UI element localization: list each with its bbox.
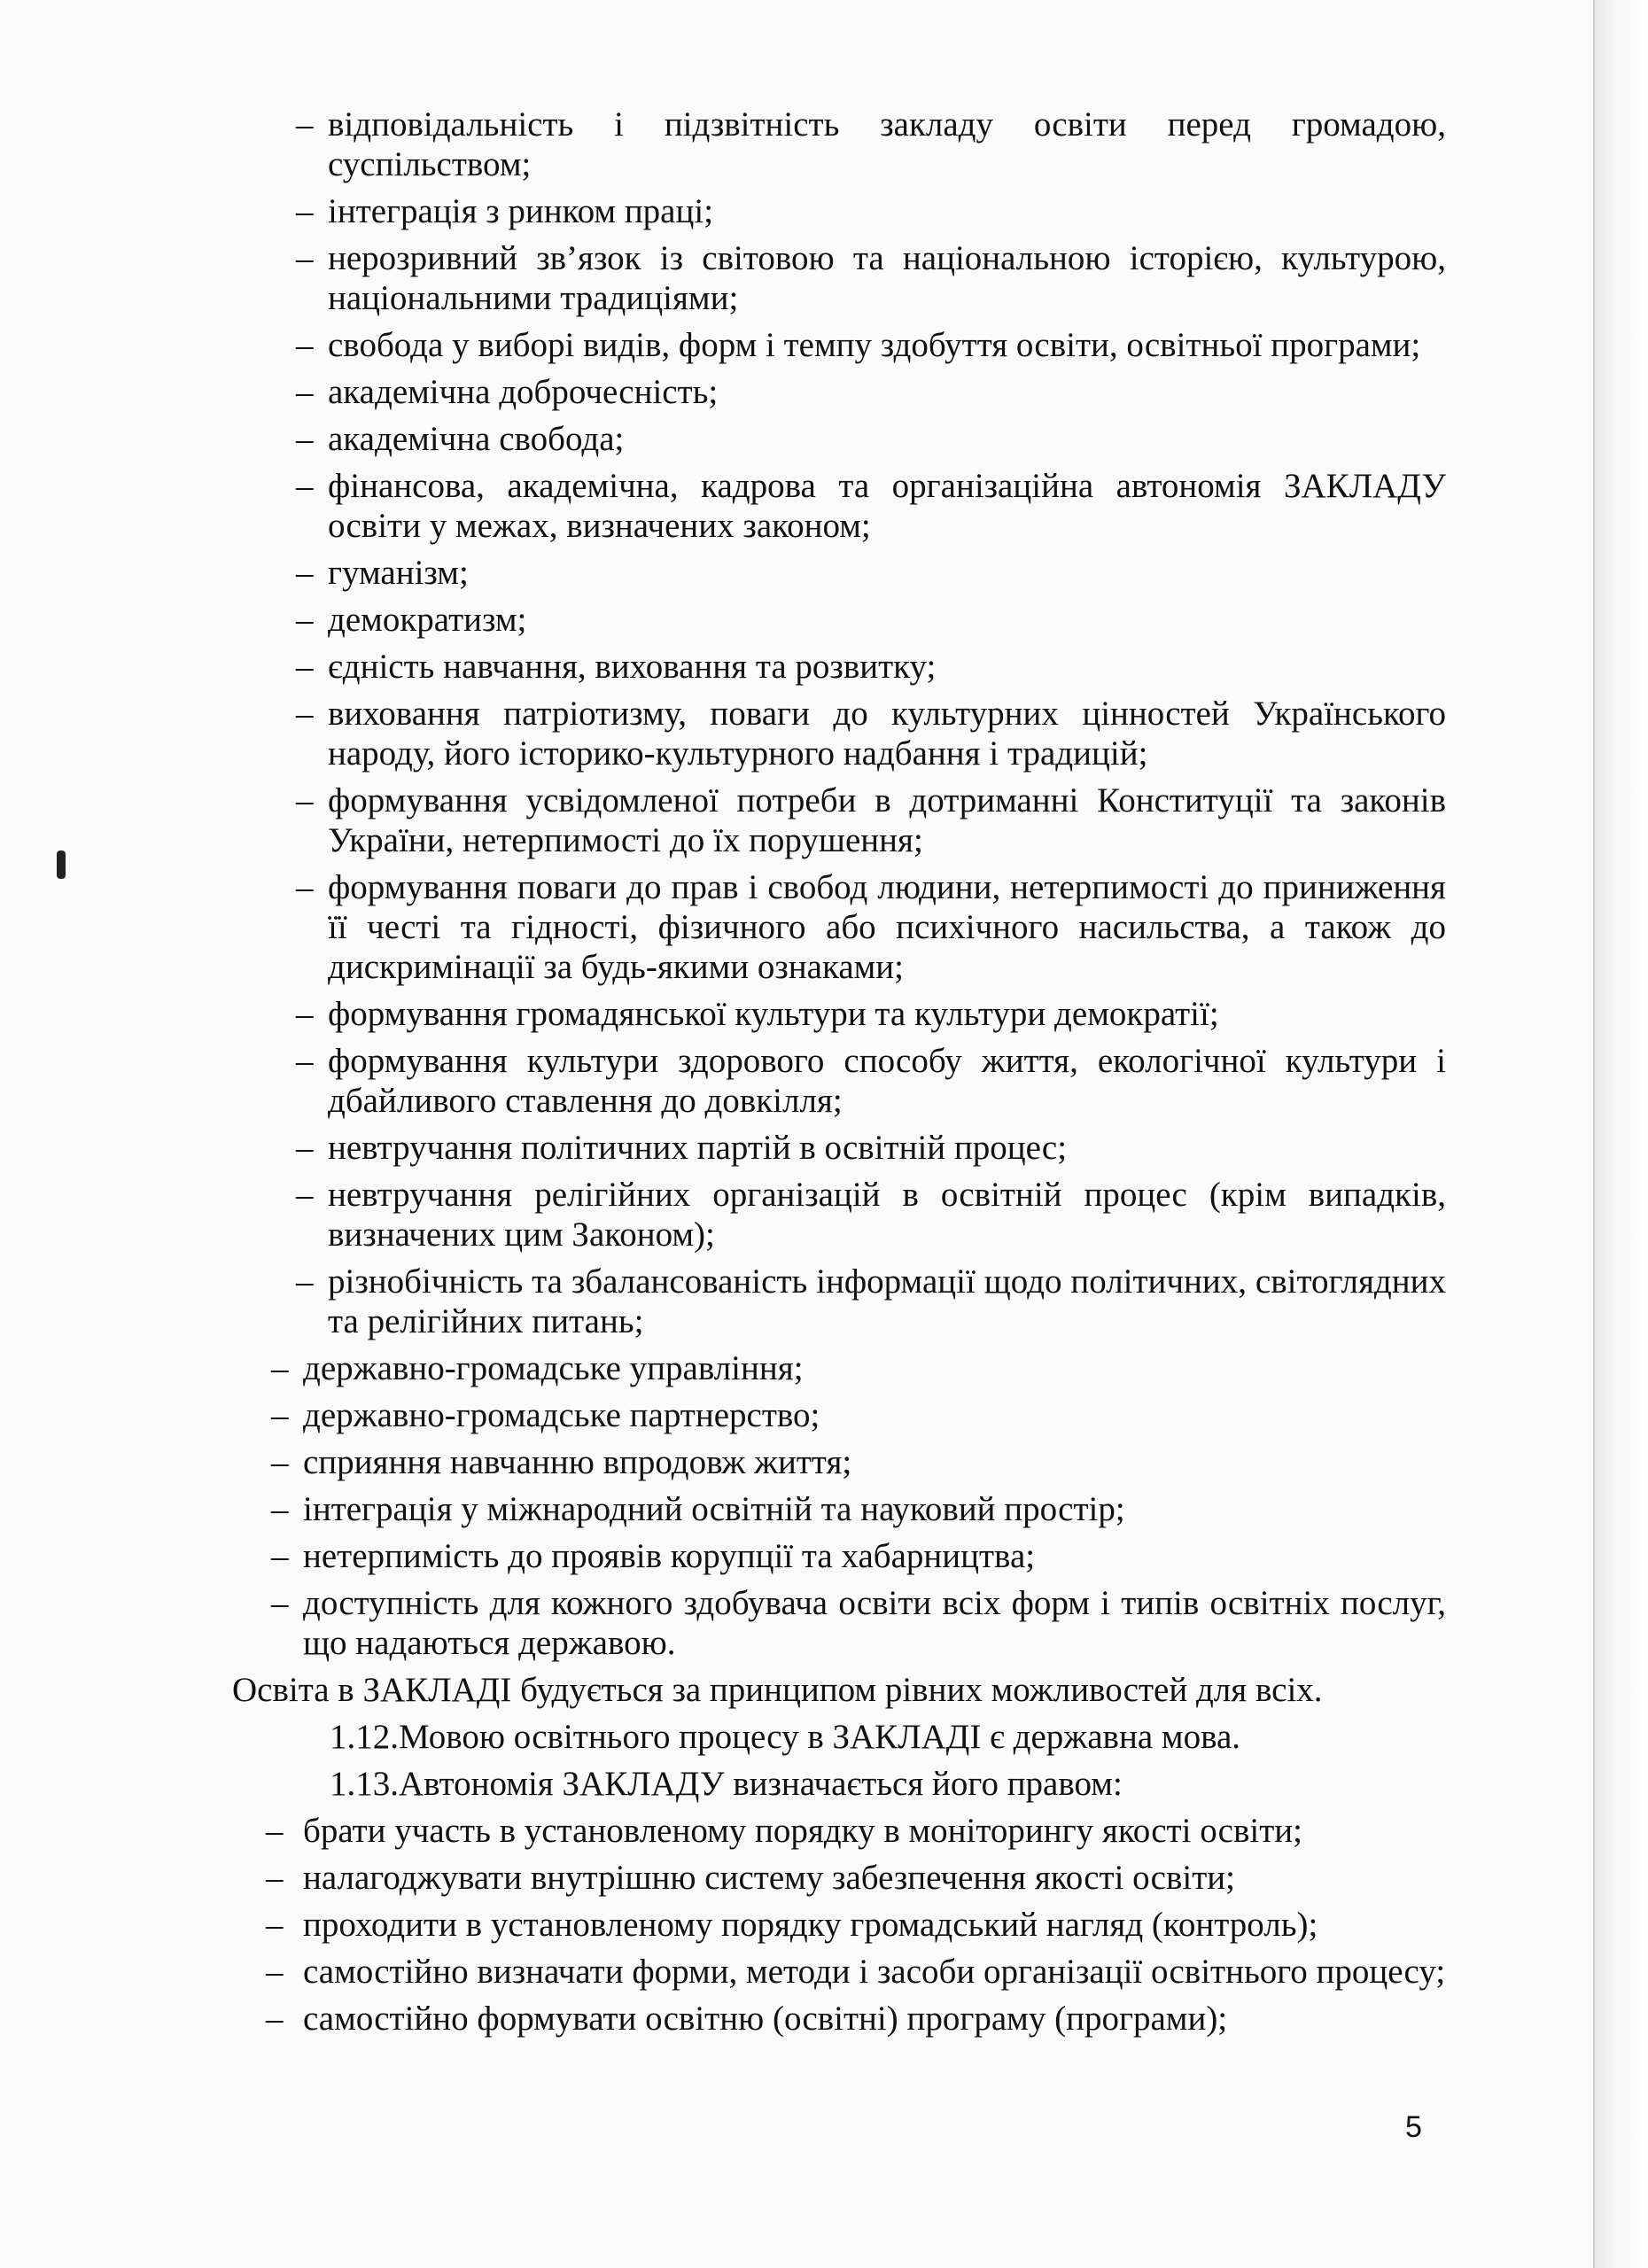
list-item: – академічна свобода; xyxy=(296,420,625,458)
document-body xyxy=(232,105,1446,2046)
list-item: – нетерпимість до проявів корупції та хабарництва; xyxy=(271,1537,1036,1575)
page-number: 5 xyxy=(1405,2110,1422,2144)
list-item: – відповідальність і підзвітність закладу освіти перед громадою, суспільством; xyxy=(296,105,1446,183)
list-item: – формування громадянської культури та культури демократії; xyxy=(296,995,1219,1033)
list-item: – фінансова, академічна, кадрова та організаційна автономія ЗАКЛАДУ освіти у межах, визначених законом; xyxy=(296,467,1446,545)
list-item: – єдність навчання, виховання та розвитку; xyxy=(296,648,937,686)
scan-artifact xyxy=(57,850,66,879)
list-item: – доступність для кожного здобувача освіти всіх форм і типів освітніх послуг, що надаються державою. xyxy=(271,1584,1446,1662)
list-item: – невтручання політичних партій в освітній процес; xyxy=(296,1129,1068,1167)
list-item: – свобода у виборі видів, форм і темпу здобуття освіти, освітньої програми; xyxy=(296,326,1421,364)
clause-1-13: 1.13.Автономія ЗАКЛАДУ визначається його правом: xyxy=(330,1765,1123,1803)
list-item: – академічна доброчесність; xyxy=(296,373,719,411)
list-item: – самостійно формувати освітню (освітні) програму (програми); xyxy=(266,2000,1228,2038)
list-item: – інтеграція у міжнародний освітній та науковий простір; xyxy=(271,1490,1125,1528)
principles-list xyxy=(232,105,1446,1663)
list-item: – формування культури здорового способу життя, екологічної культури і дбайливого ставлення до довкілля; xyxy=(296,1042,1446,1120)
list-item: – налагоджувати внутрішню систему забезпечення якості освіти; xyxy=(266,1859,1235,1897)
list-item: – різнобічність та збалансованість інформації щодо політичних, світоглядних та релігійних питань; xyxy=(296,1262,1446,1340)
list-item: – невтручання релігійних організацій в освітній процес (крім випадків, визначених цим Законом); xyxy=(296,1176,1446,1254)
list-item: – формування усвідомленої потреби в дотриманні Конституції та законів України, нетерпимості до їх порушення; xyxy=(296,781,1446,859)
equal-opportunity-paragraph: Освіта в ЗАКЛАДІ будується за принципом рівних можливостей для всіх. xyxy=(232,1671,1323,1709)
list-item: – нерозривний зв’язок із світовою та національною історією, культурою, національними традиціями; xyxy=(296,239,1446,317)
list-item: – проходити в установленому порядку громадський нагляд (контроль); xyxy=(266,1906,1318,1944)
list-item: – сприяння навчанню впродовж життя; xyxy=(271,1443,852,1481)
list-item: – гуманізм; xyxy=(296,554,469,592)
list-item: – державно-громадське управління; xyxy=(271,1349,804,1387)
clause-1-12: 1.12.Мовою освітнього процесу в ЗАКЛАДІ є державна мова. xyxy=(330,1718,1241,1756)
list-item: – виховання патріотизму, поваги до культурних цінностей Українського народу, його історико-культурного надбання і традицій; xyxy=(296,695,1446,773)
list-item: – державно-громадське партнерство; xyxy=(271,1396,820,1434)
list-item: – брати участь в установленому порядку в моніторингу якості освіти; xyxy=(266,1812,1302,1850)
list-item: – інтеграція з ринком праці; xyxy=(296,192,714,230)
autonomy-rights-list xyxy=(232,1811,1446,2039)
page-edge-shadow xyxy=(1595,0,1648,2268)
list-item: – демократизм; xyxy=(296,601,527,639)
list-item: – самостійно визначати форми, методи і засоби організації освітнього процесу; xyxy=(266,1953,1446,1991)
list-item: – формування поваги до прав і свобод людини, нетерпимості до приниження її честі та гідності, фізичного або психічного насильства, а також до дискримінації за будь-якими ознаками; xyxy=(296,868,1446,986)
